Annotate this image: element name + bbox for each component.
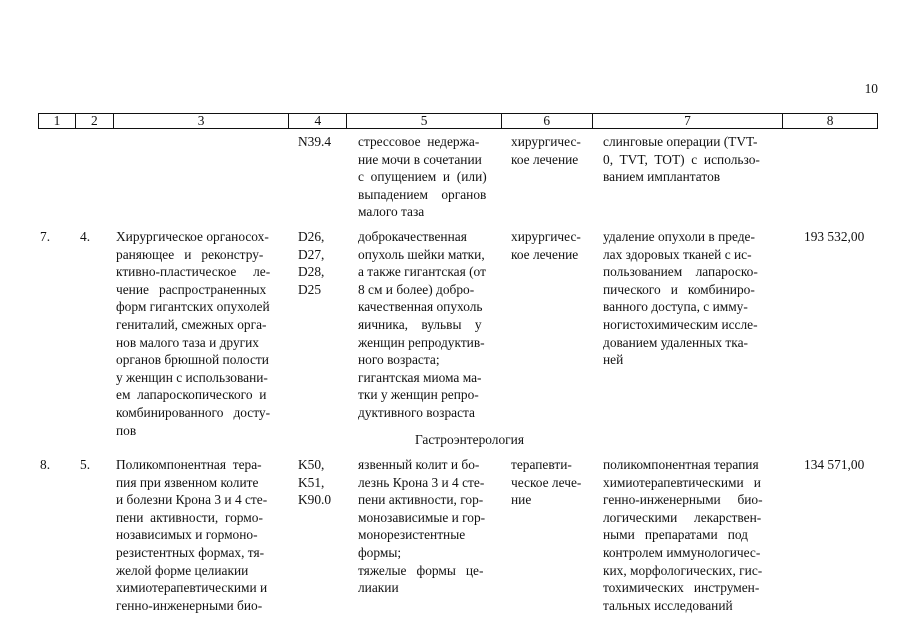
header-cell: 1 [39,114,76,128]
table-cell-method: поликомпонентная терапия химиотерапевтическими и генно-инженерными био- логическими лекарствен- ными препаратами под контролем иммунологичес- ких, морфологических, гис- тохимических инструмен- тальных исследований [603,457,763,613]
table-cell-subnumber: 5. [80,457,91,472]
table-header-row [38,113,878,129]
header-cell: 8 [826,113,834,128]
table-cell-disease: стрессовое недержа- ние мочи в сочетании с опущением и (или) выпадением органов малого таза [358,134,487,220]
table-cell-treatment-type: хирургичес- кое лечение [511,134,581,167]
section-title: Гастроэнтерология [415,432,524,447]
table-cell-subnumber: 4. [80,229,91,244]
table-cell-method: слинговые операции (TVT- 0, TVT, TOT) с использо- ванием имплантатов [603,134,760,185]
header-cell: 6 [502,114,593,128]
header-cell: 5 [347,114,502,128]
table-cell-care-type: Поликомпонентная тера- пия при язвенном колите и болезни Крона 3 и 4 сте- пени активности, гормо- нозависимых и гормоно- резистентных формах, тя- желой форме целиакии химиотерапевтическими и генно-инженерными био- [116,457,268,613]
table-cell-code: D26, D27, D28, D25 [298,229,325,297]
table-cell-care-type: Хирургическое органосох- раняющее и реконстру- ктивно-пластическое ле- чение распространенных форм гигантских опухолей гениталий, смежных орга- нов малого таза и других органов брюшной полости у женщин с использовани- ем лапароскопического и комбинированного досту- пов [116,229,271,438]
table-cell-number: 7. [40,229,51,244]
table-cell-method: удаление опухоли в преде- лах здоровых тканей с ис- пользованием лапароско- пического и комбиниро- ванного доступа, с имму- ногистохимическим иссле- дованием удаленных тка- ней [603,229,758,368]
table-cell-disease: доброкачественная опухоль шейки матки, а также гигантская (от 8 см и более) добро- качественная опухоль яичника, вульвы у женщин репродуктив- ного возраста; гигантская миома ма- тки у женщин репро- дуктивного возраста [358,229,486,420]
table-cell-treatment-type: терапевти- ческое лече- ние [511,457,582,508]
table-cell-cost: 193 532,00 [804,229,865,244]
table-cell-cost: 134 571,00 [804,457,865,472]
header-cell: 2 [76,114,114,128]
header-cell: 3 [114,114,290,128]
page-number: 10 [864,81,878,96]
header-cell: 4 [289,114,347,128]
table-cell-treatment-type: хирургичес- кое лечение [511,229,581,262]
table-cell-code: K50, K51, K90.0 [298,457,332,508]
header-cell: 7 [593,114,784,128]
table-cell-code: N39.4 [298,134,332,149]
table-cell-disease: язвенный колит и бо- лезнь Крона 3 и 4 сте- пени активности, гор- монозависимые и гор- монорезистентные формы; тяжелые формы це- лиакии [358,457,486,596]
table-cell-number: 8. [40,457,51,472]
